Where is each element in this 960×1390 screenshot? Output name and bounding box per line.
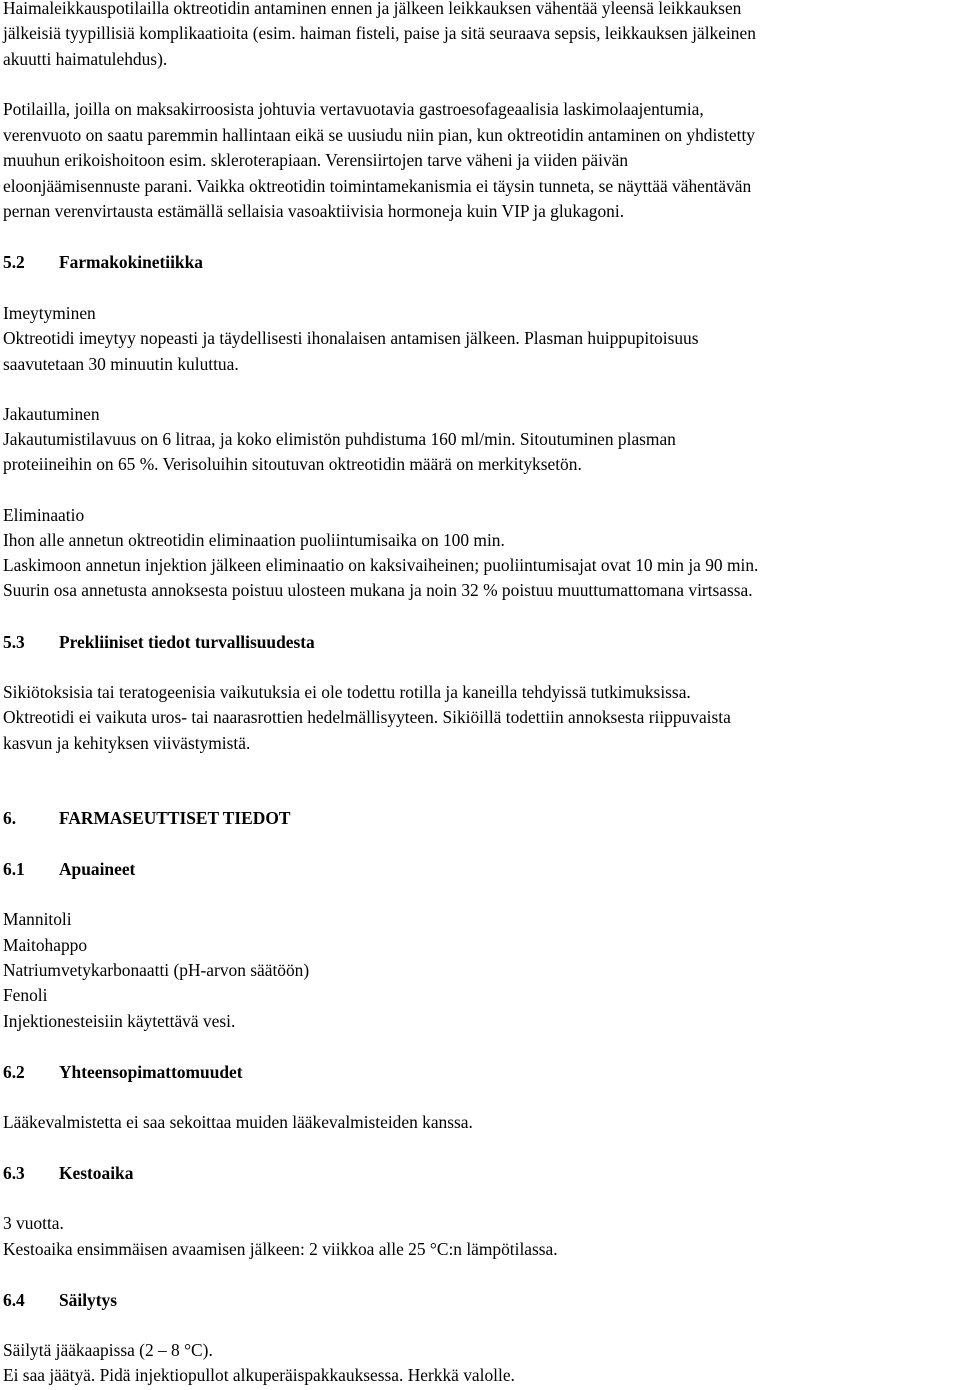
section-5-3-heading	[3, 631, 315, 653]
text-line: Laskimoon annetun injektion jälkeen eliminaatio on kaksivaiheinen; puoliintumisajat ovat 10 min ja 90 min.	[3, 555, 759, 575]
section-title: Farmakokinetiikka	[59, 252, 203, 272]
text-line: Haimaleikkauspotilailla oktreotidin antaminen ennen ja jälkeen leikkauksen vähentää yleensä leikkauksen	[3, 0, 742, 18]
text-line: Sikiötoksisia tai teratogeenisia vaikutuksia ei ole todettu rotilla ja kaneilla tehdyissä tutkimuksissa.	[3, 682, 691, 702]
text-line: Suurin osa annetusta annoksesta poistuu ulosteen mukana ja noin 32 % poistuu muuttumattomana virtsassa.	[3, 580, 753, 600]
text-line: Oktreotidi imeytyy nopeasti ja täydellisesti ihonalaisen antamisen jälkeen. Plasman huippupitoisuus	[3, 328, 699, 348]
excipient-item: Mannitoli	[3, 909, 72, 929]
text-line: Jakautumistilavuus on 6 litraa, ja koko elimistön puhdistuma 160 ml/min. Sitoutuminen plasman	[3, 429, 676, 449]
text-line: proteiineihin on 65 %. Verisoluihin sitoutuvan oktreotidin määrä on merkityksetön.	[3, 454, 582, 474]
excipient-item: Fenoli	[3, 985, 48, 1005]
section-6-3-heading	[3, 1162, 133, 1184]
section-5-2-heading	[3, 251, 203, 273]
text-line: Ihon alle annetun oktreotidin eliminaation puoliintumisaika on 100 min.	[3, 530, 505, 550]
section-number: 6.1	[3, 859, 25, 879]
text-line: saavutetaan 30 minuutin kuluttua.	[3, 354, 239, 374]
section-title: Säilytys	[59, 1290, 117, 1310]
text-line: 3 vuotta.	[3, 1213, 64, 1233]
text-line: pernan verenvirtausta estämällä sellaisia vasoaktiivisia hormoneja kuin VIP ja glukagoni.	[3, 201, 625, 221]
section-number: 5.2	[3, 252, 25, 272]
text-line: Kestoaika ensimmäisen avaamisen jälkeen: 2 viikkoa alle 25 °C:n lämpötilassa.	[3, 1239, 558, 1259]
absorption-heading: Imeytyminen	[3, 303, 96, 323]
section-title: Apuaineet	[59, 859, 136, 879]
text-line: Potilailla, joilla on maksakirroosista johtuvia vertavuotavia gastroesofageaalisia laskimolaajentumia,	[3, 99, 704, 119]
text-line: jälkeisiä tyypillisiä komplikaatioita (esim. haiman fisteli, paise ja sitä seuraava sepsis, leikkauksen jälkeinen	[3, 23, 756, 43]
text-line: eloonjäämisennuste parani. Vaikka oktreotidin toimintamekanismia ei täysin tunneta, se näyttää vähentävän	[3, 176, 752, 196]
section-title: Prekliiniset tiedot turvallisuudesta	[59, 632, 315, 652]
text-line: muuhun erikoishoitoon esim. skleroterapiaan. Verensiirtojen tarve väheni ja viiden päivän	[3, 150, 629, 170]
section-number: 6.2	[3, 1062, 25, 1082]
section-6-1-heading	[3, 858, 135, 880]
text-line: kasvun ja kehityksen viivästymistä.	[3, 733, 251, 753]
excipient-item: Injektionesteisiin käytettävä vesi.	[3, 1011, 236, 1031]
excipient-item: Maitohappo	[3, 935, 88, 955]
distribution-heading: Jakautuminen	[3, 404, 100, 424]
section-6-heading	[3, 807, 290, 829]
section-6-4-heading	[3, 1289, 117, 1311]
section-title: FARMASEUTTISET TIEDOT	[59, 808, 291, 828]
text-line: Ei saa jäätyä. Pidä injektiopullot alkuperäispakkauksessa. Herkkä valolle.	[3, 1365, 515, 1385]
elimination-heading: Eliminaatio	[3, 505, 85, 525]
excipient-item: Natriumvetykarbonaatti (pH-arvon säätöön)	[3, 960, 310, 980]
text-line: akuutti haimatulehdus).	[3, 49, 168, 69]
section-number: 6.4	[3, 1290, 25, 1310]
text-line: Lääkevalmistetta ei saa sekoittaa muiden lääkevalmisteiden kanssa.	[3, 1112, 473, 1132]
text-line: Säilytä jääkaapissa (2 – 8 °C).	[3, 1340, 213, 1360]
section-title: Kestoaika	[59, 1163, 134, 1183]
section-number: 6.	[3, 808, 17, 828]
text-line: Oktreotidi ei vaikuta uros- tai naarasrottien hedelmällisyyteen. Sikiöillä todettiin annoksesta riippuvaista	[3, 707, 731, 727]
section-title: Yhteensopimattomuudet	[59, 1062, 243, 1082]
text-line: verenvuoto on saatu paremmin hallintaan eikä se uusiudu niin pian, kun oktreotidin antaminen on yhdistetty	[3, 125, 755, 145]
section-6-2-heading	[3, 1061, 243, 1083]
section-number: 5.3	[3, 632, 25, 652]
section-number: 6.3	[3, 1163, 25, 1183]
